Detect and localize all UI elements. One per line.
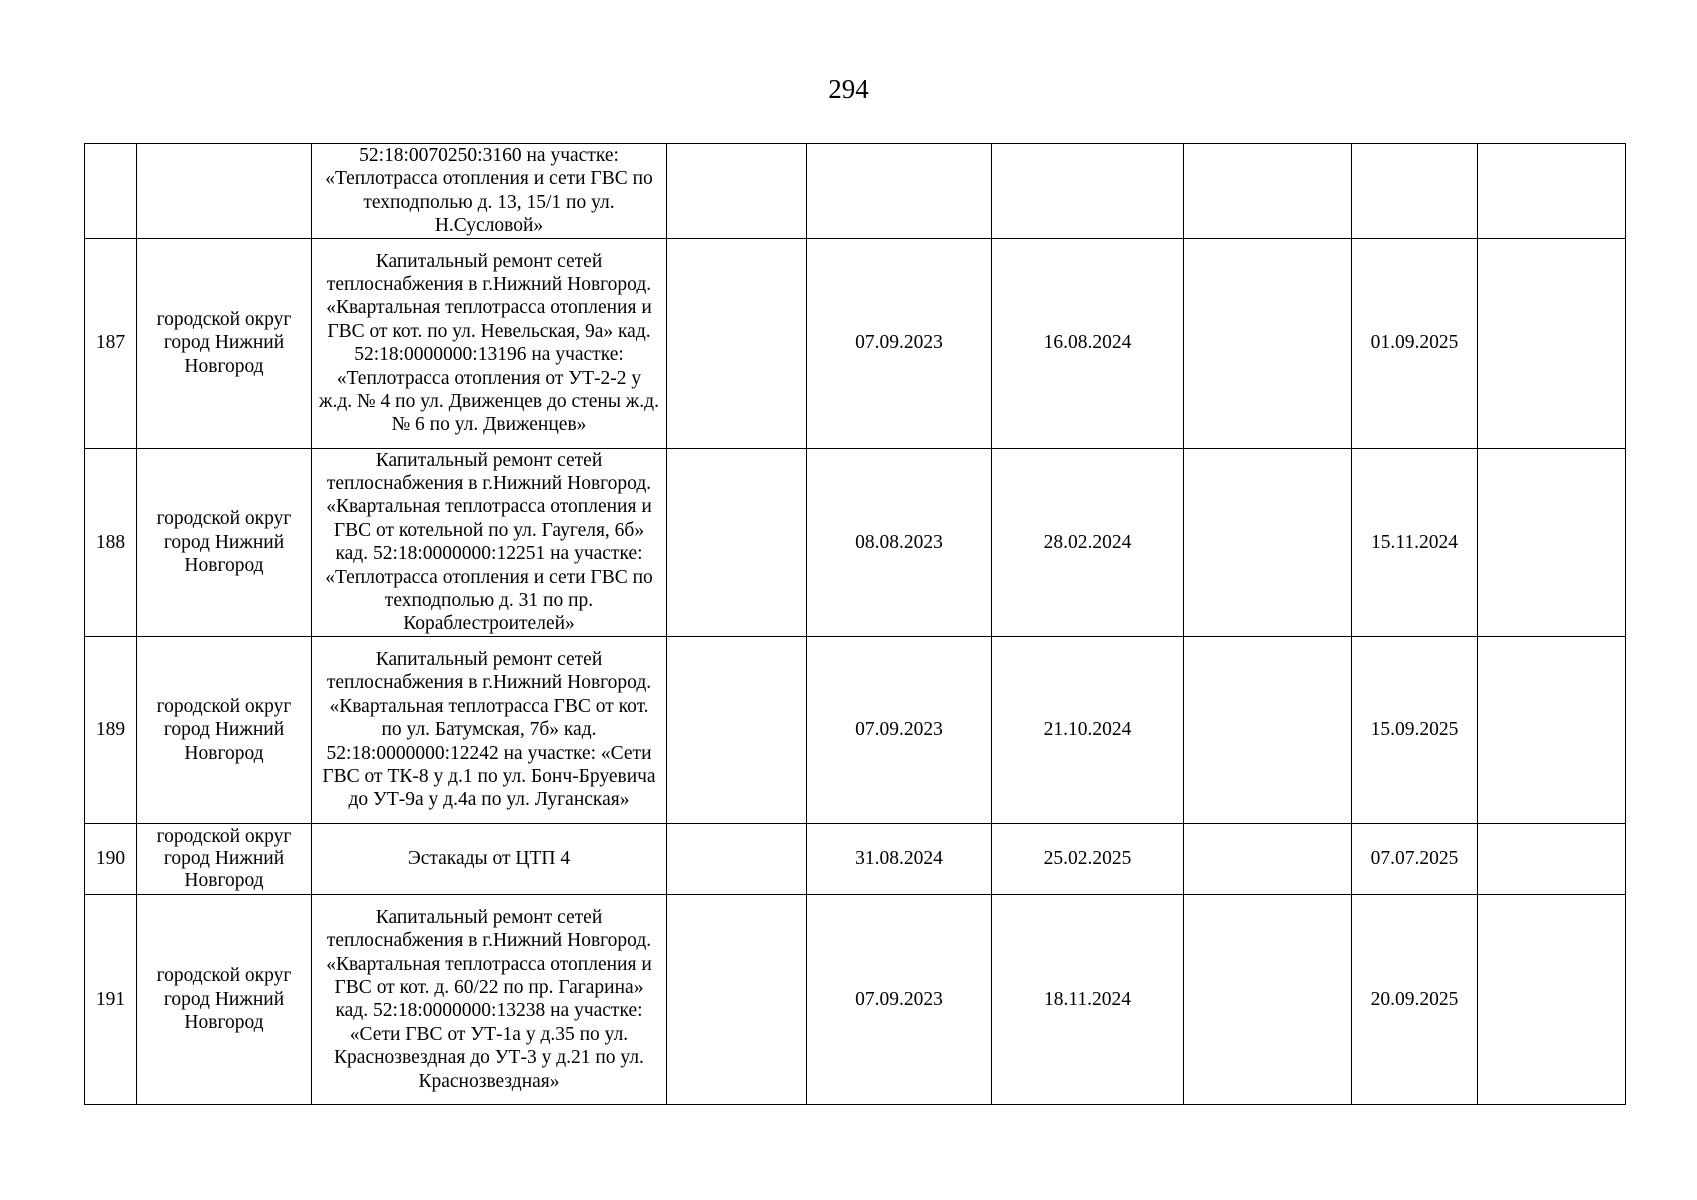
cell-date3: 07.07.2025	[1352, 823, 1478, 894]
cell-date3: 15.09.2025	[1352, 636, 1478, 823]
cell-description: 52:18:0070250:3160 на участке: «Теплотрасса отопления и сети ГВС по техподполью д. 13, 15/1 по ул. Н.Сусловой»	[312, 144, 667, 239]
cell-description: Капитальный ремонт сетей теплоснабжения в г.Нижний Новгород. «Квартальная теплотрасса отопления и ГВС от кот. д. 60/22 по пр. Гагарина» кад. 52:18:0000000:13238 на участке: «Сети ГВС от УТ-1а у д.35 по ул. Краснозвездная до УТ-3 у д.21 по ул. Краснозвездная»	[312, 894, 667, 1104]
cell-municipality: городской округ город Нижний Новгород	[137, 894, 312, 1104]
works-schedule-table	[84, 143, 1626, 1105]
cell-num	[85, 144, 137, 239]
cell-date1	[807, 144, 992, 239]
cell-num: 190	[85, 823, 137, 894]
cell-col4	[667, 238, 807, 448]
cell-col9	[1478, 823, 1626, 894]
cell-date2: 28.02.2024	[992, 448, 1184, 636]
cell-date1: 31.08.2024	[807, 823, 992, 894]
cell-date1: 07.09.2023	[807, 636, 992, 823]
cell-col4	[667, 448, 807, 636]
table-row	[85, 823, 1626, 894]
cell-col9	[1478, 238, 1626, 448]
cell-col4	[667, 144, 807, 239]
cell-col7	[1184, 636, 1352, 823]
table-row	[85, 238, 1626, 448]
cell-col9	[1478, 144, 1626, 239]
cell-municipality: городской округ город Нижний Новгород	[137, 636, 312, 823]
cell-col9	[1478, 636, 1626, 823]
cell-num: 187	[85, 238, 137, 448]
cell-col7	[1184, 448, 1352, 636]
cell-description: Капитальный ремонт сетей теплоснабжения в г.Нижний Новгород. «Квартальная теплотрасса отопления и ГВС от кот. по ул. Невельская, 9а» кад. 52:18:0000000:13196 на участке: «Теплотрасса отопления от УТ-2-2 у ж.д. № 4 по ул. Движенцев до стены ж.д. № 6 по ул. Движенцев»	[312, 238, 667, 448]
cell-date2: 25.02.2025	[992, 823, 1184, 894]
cell-col7	[1184, 823, 1352, 894]
cell-municipality	[137, 144, 312, 239]
cell-num: 188	[85, 448, 137, 636]
cell-num: 191	[85, 894, 137, 1104]
cell-col7	[1184, 238, 1352, 448]
cell-col4	[667, 636, 807, 823]
table-row-continuation	[85, 144, 1626, 239]
cell-date3: 20.09.2025	[1352, 894, 1478, 1104]
page-number: 294	[828, 74, 869, 104]
table-row	[85, 894, 1626, 1104]
cell-num: 189	[85, 636, 137, 823]
cell-date2: 18.11.2024	[992, 894, 1184, 1104]
cell-date3: 01.09.2025	[1352, 238, 1478, 448]
cell-description: Капитальный ремонт сетей теплоснабжения в г.Нижний Новгород. «Квартальная теплотрасса отопления и ГВС от котельной по ул. Гаугеля, 6б» кад. 52:18:0000000:12251 на участке: «Теплотрасса отопления и сети ГВС по техподполью д. 31 по пр. Кораблестроителей»	[312, 448, 667, 636]
cell-description: Капитальный ремонт сетей теплоснабжения в г.Нижний Новгород. «Квартальная теплотрасса ГВС от кот. по ул. Батумская, 7б» кад. 52:18:0000000:12242 на участке: «Сети ГВС от ТК-8 у д.1 по ул. Бонч-Бруевича до УТ-9а у д.4а по ул. Луганская»	[312, 636, 667, 823]
table-row	[85, 448, 1626, 636]
cell-date2: 21.10.2024	[992, 636, 1184, 823]
cell-col7	[1184, 144, 1352, 239]
cell-date3	[1352, 144, 1478, 239]
cell-date1: 07.09.2023	[807, 238, 992, 448]
cell-date1: 07.09.2023	[807, 894, 992, 1104]
table-row	[85, 636, 1626, 823]
cell-date1: 08.08.2023	[807, 448, 992, 636]
cell-date2	[992, 144, 1184, 239]
cell-col9	[1478, 894, 1626, 1104]
cell-col4	[667, 894, 807, 1104]
cell-col7	[1184, 894, 1352, 1104]
cell-municipality: городской округ город Нижний Новгород	[137, 448, 312, 636]
cell-col4	[667, 823, 807, 894]
cell-municipality: городской округ город Нижний Новгород	[137, 823, 312, 894]
cell-date2: 16.08.2024	[992, 238, 1184, 448]
cell-col9	[1478, 448, 1626, 636]
cell-date3: 15.11.2024	[1352, 448, 1478, 636]
cell-description: Эстакады от ЦТП 4	[312, 823, 667, 894]
cell-municipality: городской округ город Нижний Новгород	[137, 238, 312, 448]
